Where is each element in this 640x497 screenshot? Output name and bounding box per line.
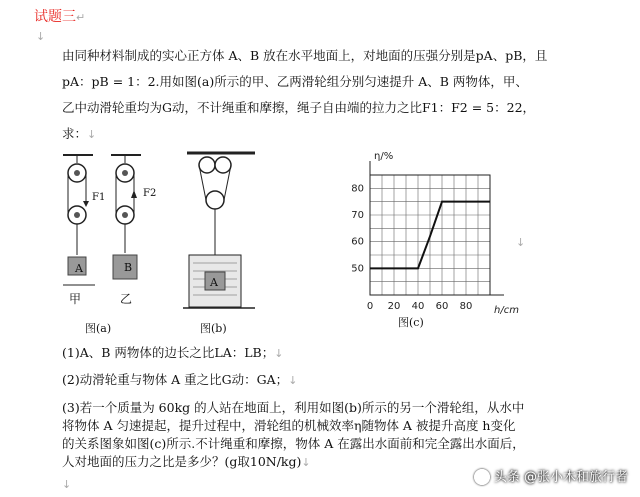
paragraph-mark: ↓ — [62, 478, 72, 491]
caption-b: 图(b) — [200, 322, 227, 335]
caption-a: 图(a) — [85, 322, 112, 335]
x-tick-label: 80 — [459, 301, 473, 312]
problem-line-1: 由同种材料制成的实心正方体 A、B 放在水平地面上，对地面的压强分别是pA、pB，且 — [62, 48, 548, 63]
caption-c: 图(c) — [398, 316, 424, 329]
problem-line-2: pA：pB = 1：2.用如图(a)所示的甲、乙两滑轮组分别匀速提升 A、B 两物体，甲、 — [62, 74, 528, 89]
page-title: 试题三↵ — [34, 9, 86, 25]
paragraph-mark: ↓ — [36, 30, 46, 43]
x-tick-label: 20 — [387, 301, 401, 312]
y-tick-label: 80 — [351, 183, 364, 195]
label-yi: 乙 — [120, 292, 133, 306]
label-jia: 甲 — [69, 292, 82, 306]
block-b-label: B — [124, 261, 133, 274]
x-axis-label: h/cm — [494, 305, 519, 315]
question-2: (2)动滑轮重与物体 A 重之比G动：GA；↓ — [62, 372, 298, 387]
y-axis-label: η/% — [374, 151, 394, 162]
watermark: 头条 @张小木和旅行者 — [474, 466, 628, 486]
efficiency-chart — [330, 145, 520, 315]
toutiao-logo-icon — [474, 469, 490, 485]
pulley-figures — [55, 145, 255, 335]
x-tick-label: 40 — [411, 301, 425, 312]
water-block-label: A — [210, 276, 218, 289]
paragraph-mark: ↓ — [516, 236, 526, 249]
y-tick-label: 60 — [351, 236, 364, 248]
y-tick-label: 70 — [351, 210, 364, 221]
problem-line-4: 求：↓ — [62, 126, 97, 141]
force-label-f2: F2 — [143, 188, 157, 199]
x-tick-label: 60 — [435, 301, 449, 312]
question-3-line-3: 的关系图象如图(c)所示.不计绳重和摩擦，物体 A 在露出水面前和完全露出水面后， — [62, 436, 525, 451]
question-1: (1)A、B 两物体的边长之比LA：LB；↓ — [62, 345, 284, 360]
x-tick-label: 0 — [366, 301, 374, 312]
force-label-f1: F1 — [92, 192, 106, 203]
block-a-label: A — [75, 262, 83, 275]
question-3-line-1: (3)若一个质量为 60kg 的人站在地面上，利用如图(b)所示的另一个滑轮组，从水中 — [62, 400, 525, 415]
problem-line-3: 乙中动滑轮重均为G动，不计绳重和摩擦，绳子自由端的拉力之比F1：F2 = 5：22， — [62, 100, 536, 115]
question-3-line-2: 将物体 A 匀速提起，提升过程中，滑轮组的机械效率η随物体 A 被提升高度 h变化 — [62, 418, 516, 433]
y-tick-label: 50 — [351, 263, 364, 275]
question-3-line-4: 人对地面的压力之比是多少？(g取10N/kg)↓ — [62, 454, 311, 469]
